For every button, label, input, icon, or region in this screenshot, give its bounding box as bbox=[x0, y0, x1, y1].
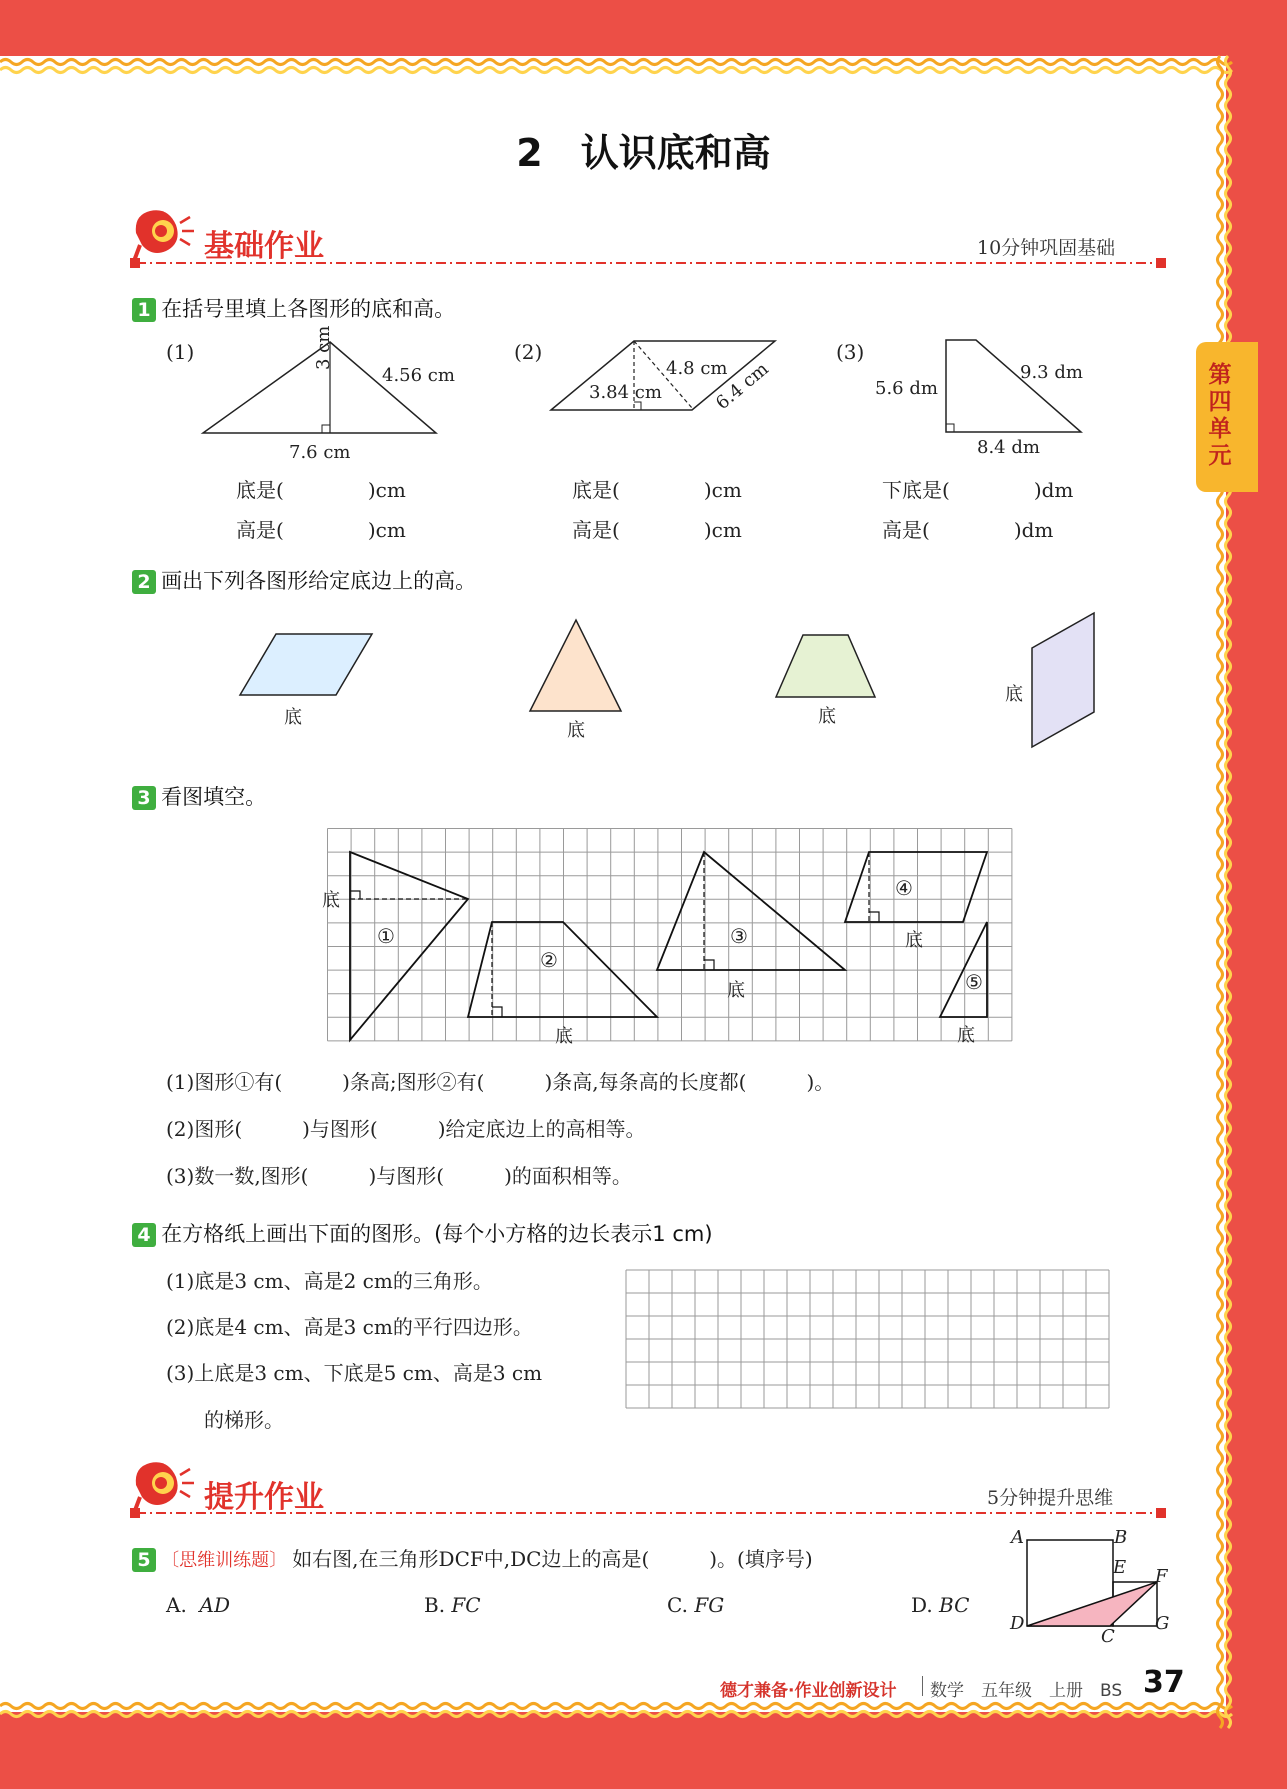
figure-label: 3.84 cm bbox=[589, 382, 662, 403]
figure-index: (1) bbox=[166, 340, 195, 364]
footer-brand: 德才兼备·作业创新设计 bbox=[720, 1681, 897, 1701]
figure-label: 4.8 cm bbox=[666, 358, 728, 379]
point-label: F bbox=[1155, 1566, 1168, 1587]
point-label: C bbox=[1101, 1626, 1115, 1647]
point-label: G bbox=[1155, 1613, 1170, 1634]
footer-info: 数学 五年级 上册 BS bbox=[930, 1681, 1123, 1701]
point-label: B bbox=[1114, 1527, 1128, 1548]
question-number: 5 bbox=[132, 1548, 156, 1572]
answer-line: 高是( )cm bbox=[572, 518, 742, 542]
shape-label-3: ③ bbox=[730, 924, 748, 948]
base-label: 底 bbox=[1005, 684, 1023, 705]
answer-line: 下底是( )dm bbox=[882, 478, 1074, 502]
figure-label: 9.3 dm bbox=[1020, 362, 1083, 383]
base-label: 底 bbox=[818, 706, 836, 727]
q3-item-2: (2)图形( )与图形( )给定底边上的高相等。 bbox=[166, 1117, 646, 1141]
footer-divider bbox=[922, 1676, 923, 1696]
shape-label-5: ⑤ bbox=[965, 970, 983, 994]
question-text: 如右图,在三角形DCF中,DC边上的高是( )。(填序号) bbox=[292, 1547, 813, 1571]
option-b[interactable]: B. FC bbox=[424, 1593, 481, 1617]
figure-label: 5.6 dm bbox=[875, 378, 938, 399]
question-number: 2 bbox=[132, 570, 156, 594]
q4-item-3: (3)上底是3 cm、下底是5 cm、高是3 cm bbox=[166, 1361, 543, 1385]
option-a[interactable]: A. AD bbox=[166, 1593, 231, 1617]
page-title: 2 认识底和高 bbox=[516, 131, 771, 175]
answer-line: 底是( )cm bbox=[572, 478, 742, 502]
option-c[interactable]: C. FG bbox=[667, 1593, 725, 1617]
question-text: 在括号里填上各图形的底和高。 bbox=[161, 297, 456, 321]
shape-label-4: ④ bbox=[895, 876, 913, 900]
option-d[interactable]: D. BC bbox=[911, 1593, 970, 1617]
base-label: 底 bbox=[284, 707, 302, 728]
answer-line: 高是( )cm bbox=[236, 518, 406, 542]
section-title-advanced: 提升作业 bbox=[204, 1480, 324, 1515]
section-subtitle-basic: 10分钟巩固基础 bbox=[977, 237, 1116, 259]
point-label: D bbox=[1010, 1613, 1025, 1634]
answer-line: 底是( )cm bbox=[236, 478, 406, 502]
figure-label: 7.6 cm bbox=[289, 442, 351, 463]
q3-item-3: (3)数一数,图形( )与图形( )的面积相等。 bbox=[166, 1164, 632, 1188]
base-label: 底 bbox=[727, 980, 745, 1001]
figure-label: 4.56 cm bbox=[382, 365, 455, 386]
question-text: 画出下列各图形给定底边上的高。 bbox=[161, 569, 477, 593]
unit-tab-label: 第 四 单 元 bbox=[1208, 362, 1232, 469]
question-tag: 〔思维训练题〕 bbox=[161, 1550, 288, 1571]
question-number: 4 bbox=[132, 1223, 156, 1247]
figure-index: (2) bbox=[514, 340, 543, 364]
q4-item-2: (2)底是4 cm、高是3 cm的平行四边形。 bbox=[166, 1315, 533, 1339]
shape-label-1: ① bbox=[377, 924, 395, 948]
base-label: 底 bbox=[567, 720, 585, 741]
section-title-basic: 基础作业 bbox=[204, 229, 324, 264]
answer-line: 高是( )dm bbox=[882, 518, 1054, 542]
question-text: 在方格纸上画出下面的图形。(每个小方格的边长表示1 cm) bbox=[161, 1222, 713, 1246]
section-subtitle-advanced: 5分钟提升思维 bbox=[987, 1487, 1114, 1509]
figure-label: 6.4 cm bbox=[712, 358, 773, 415]
q3-item-1: (1)图形①有( )条高;图形②有( )条高,每条高的长度都( )。 bbox=[166, 1070, 835, 1094]
question-text: 看图填空。 bbox=[161, 785, 267, 809]
figure-label: 3 cm bbox=[313, 325, 334, 370]
point-label: A bbox=[1011, 1527, 1024, 1548]
question-number: 1 bbox=[132, 298, 156, 322]
point-label: E bbox=[1113, 1557, 1127, 1578]
q4-item-1: (1)底是3 cm、高是2 cm的三角形。 bbox=[166, 1269, 493, 1293]
page-number: 37 bbox=[1143, 1665, 1185, 1700]
figure-index: (3) bbox=[836, 340, 865, 364]
base-label: 底 bbox=[957, 1025, 975, 1046]
question-number: 3 bbox=[132, 786, 156, 810]
base-label: 底 bbox=[555, 1026, 573, 1047]
base-label: 底 bbox=[322, 890, 340, 911]
shape-label-2: ② bbox=[540, 948, 558, 972]
q4-item-3-cont: 的梯形。 bbox=[204, 1408, 284, 1432]
figure-label: 8.4 dm bbox=[977, 437, 1040, 458]
base-label: 底 bbox=[905, 930, 923, 951]
